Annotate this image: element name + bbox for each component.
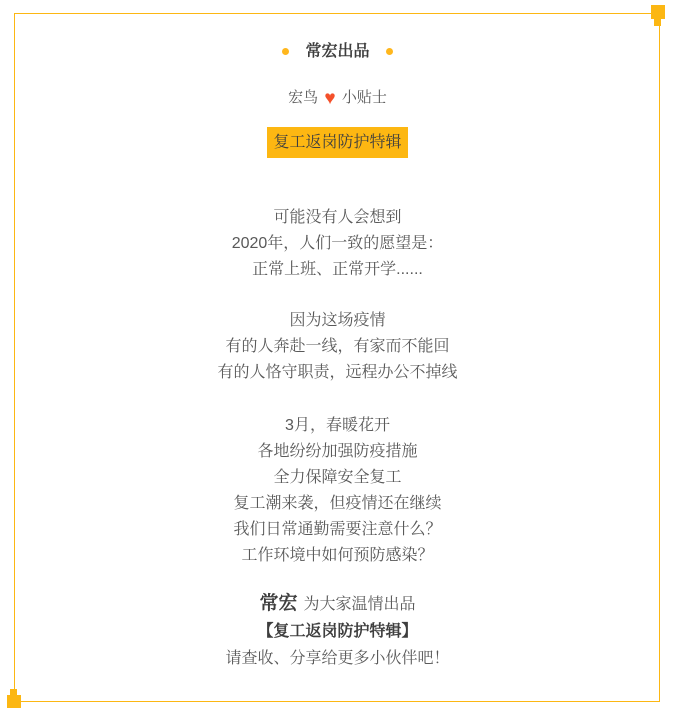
footer-block [0,590,675,672]
article-content [0,13,675,672]
subtitle-prefix: 宏鸟 [288,89,319,106]
paragraph-3 [0,413,675,569]
paragraph-line: 各地纷纷加强防疫措施 [257,443,418,460]
paragraph-line: 3月，春暖花开 [285,417,390,434]
accent-dot-right-icon [386,48,393,55]
paragraph-line: 2020年，人们一致的愿望是： [231,235,444,252]
footer-brand-line [0,590,675,618]
footer-brand-name: 常宏 [259,593,298,614]
subtitle-suffix: 小贴士 [341,89,387,106]
footer-feature-title: 【复工返岗防护特辑】 [257,623,418,640]
paragraph-line: 复工潮来袭，但疫情还在继续 [233,495,442,512]
paragraph-1 [0,205,675,283]
banner-row [0,127,675,158]
paragraph-line: 正常上班、正常开学...... [252,261,423,278]
corner-ornament-bottom-left-large [7,695,21,708]
paragraph-line: 有的人奔赴一线，有家而不能回 [225,338,450,355]
paragraph-line: 我们日常通勤需要注意什么？ [233,521,442,538]
accent-dot-left-icon [282,48,289,55]
paragraph-line: 可能没有人会想到 [273,209,402,226]
paragraph-line: 工作环境中如何预防感染？ [241,547,434,564]
subtitle-line [0,89,675,107]
paragraph-line: 有的人恪守职责，远程办公不掉线 [217,364,458,381]
brand-badge [0,43,675,61]
footer-cta: 请查收、分享给更多小伙伴吧！ [225,650,450,667]
paragraph-2 [0,308,675,386]
footer-brand-suffix: 为大家温情出品 [303,596,416,613]
paragraph-line: 全力保障安全复工 [273,469,402,486]
feature-banner-button[interactable]: 复工返岗防护特辑 [267,127,407,158]
heart-icon: ♥ [324,88,336,109]
brand-badge-label: 常宏出品 [305,43,370,60]
paragraph-line: 因为这场疫情 [289,312,386,329]
